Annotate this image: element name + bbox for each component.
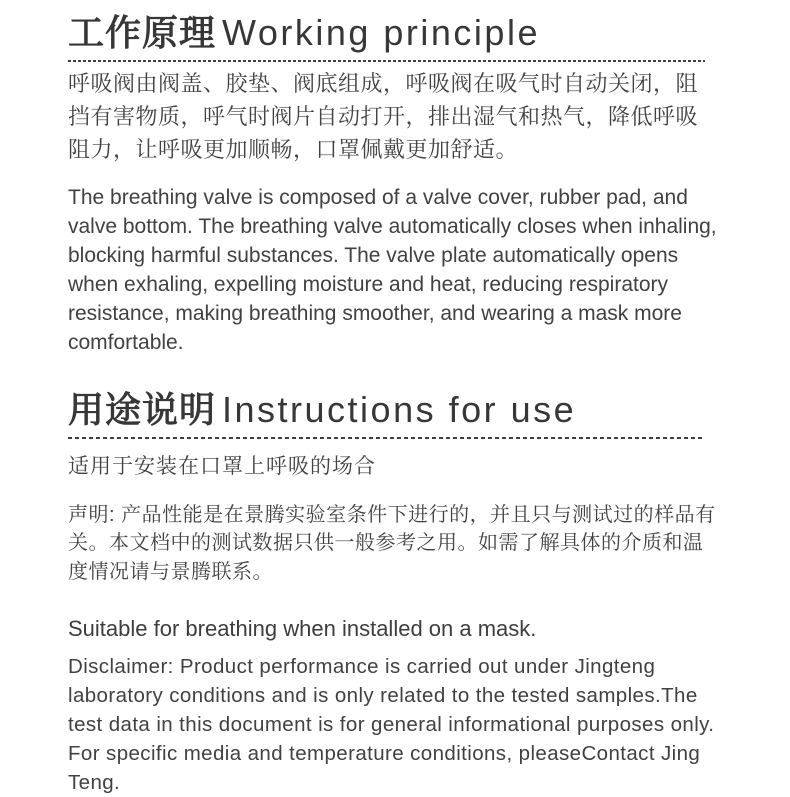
working-principle-title [68, 12, 720, 54]
working-principle-section [68, 12, 720, 357]
dashed-divider [68, 60, 705, 62]
instructions-title-zh: 用途说明 [68, 389, 216, 430]
working-principle-text-en: The breathing valve is composed of a valve cover, rubber pad, and valve bottom. The breathing valve automatically closes when inhaling, blocking harmful substances. The valve plate automatically opens when exhaling, expelling moisture and heat, reducing respiratory resistance, making breathing smoother, and wearing a mask more comfortable. [68, 183, 720, 357]
disclaimer-text-en: Disclaimer: Product performance is carried out under Jingteng laboratory conditions and is only related to the tested samples.The test data in this document is for general informational purposes only. For specific media and temperature conditions, pleaseContact Jing Teng. [68, 652, 723, 797]
instructions-title [68, 389, 720, 431]
section-spacer [68, 357, 720, 389]
disclaimer-text-zh: 声明: 产品性能是在景腾实验室条件下进行的，并且只与测试过的样品有关。本文档中的测试数据只供一般参考之用。如需了解具体的介质和温度情况请与景腾联系。 [68, 501, 723, 587]
instructions-section [68, 389, 720, 797]
working-principle-text-zh: 呼吸阀由阀盖、胶垫、阀底组成，呼吸阀在吸气时自动关闭，阻挡有害物质，呼气时阀片自动打开，排出湿气和热气，降低呼吸阻力，让呼吸更加顺畅，口罩佩戴更加舒适。 [68, 67, 718, 166]
usage-text-en: Suitable for breathing when installed on a mask. [68, 615, 720, 643]
instructions-title-en: Instructions for use [222, 389, 576, 430]
usage-text-zh: 适用于安装在口罩上呼吸的场合 [68, 450, 720, 480]
dashed-divider [68, 437, 705, 439]
working-principle-title-zh: 工作原理 [68, 12, 216, 53]
working-principle-title-en: Working principle [222, 12, 540, 53]
